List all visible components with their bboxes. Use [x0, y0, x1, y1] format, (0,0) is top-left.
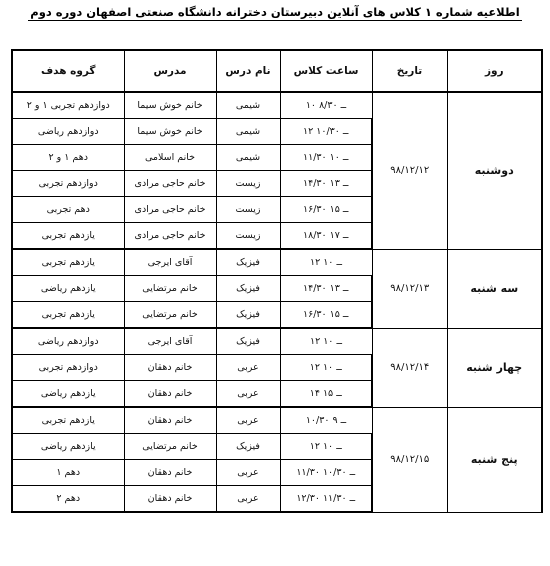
time-cell: ۱۲ ــ ۱۰/۳۰ [280, 119, 372, 145]
day-cell: چهار شنبه [447, 328, 542, 407]
teacher-cell: خانم مرتضایی [124, 302, 216, 329]
table-row [12, 328, 542, 355]
teacher-cell: آقای ایرجی [124, 328, 216, 355]
time-cell: ۱۲ ــ ۱۰ [280, 355, 372, 381]
time-cell: ۱۲ ــ ۱۰ [280, 249, 372, 276]
header-subject: نام درس [216, 50, 280, 92]
teacher-cell: خانم دهقان [124, 486, 216, 513]
schedule-body [12, 92, 542, 512]
time-cell: ۱۲/۳۰ ــ ۱۱/۳۰ [280, 486, 372, 513]
subject-cell: فیزیک [216, 249, 280, 276]
subject-cell: عربی [216, 486, 280, 513]
subject-cell: عربی [216, 381, 280, 408]
group-cell: دوازدهم ریاضی [12, 328, 124, 355]
day-cell: دوشنبه [447, 92, 542, 249]
day-cell: پنج شنبه [447, 407, 542, 512]
subject-cell: فیزیک [216, 302, 280, 329]
group-cell: یازدهم تجربی [12, 407, 124, 434]
subject-cell: زیست [216, 197, 280, 223]
subject-cell: فیزیک [216, 276, 280, 302]
group-cell: یازدهم تجربی [12, 302, 124, 329]
group-cell: دوازدهم تجربی [12, 171, 124, 197]
time-cell: ۱۶/۳۰ ــ ۱۵ [280, 302, 372, 329]
group-cell: دهم ۱ [12, 460, 124, 486]
header-teacher: مدرس [124, 50, 216, 92]
day-cell: سه شنبه [447, 249, 542, 328]
teacher-cell: خانم حاجی مرادی [124, 197, 216, 223]
group-cell: یازدهم ریاضی [12, 434, 124, 460]
teacher-cell: خانم خوش سیما [124, 119, 216, 145]
time-cell: ۱۴/۳۰ ــ ۱۳ [280, 171, 372, 197]
time-cell: ۱۴/۳۰ ــ ۱۳ [280, 276, 372, 302]
teacher-cell: خانم مرتضایی [124, 276, 216, 302]
subject-cell: فیزیک [216, 328, 280, 355]
time-cell: ۱۲ ــ ۱۰ [280, 434, 372, 460]
group-cell: دهم تجربی [12, 197, 124, 223]
teacher-cell: خانم اسلامی [124, 145, 216, 171]
time-cell: ۱۴ ــ ۱۵ [280, 381, 372, 408]
header-group: گروه هدف [12, 50, 124, 92]
page-title-text: اطلاعیه شماره ۱ کلاس های آنلاین دبیرستان دخترانه دانشگاه صنعتی اصفهان دوره دوم [30, 5, 520, 19]
subject-cell: فیزیک [216, 434, 280, 460]
teacher-cell: خانم حاجی مرادی [124, 171, 216, 197]
date-cell: ۹۸/۱۲/۱۴ [372, 328, 447, 407]
teacher-cell: خانم حاجی مرادی [124, 223, 216, 250]
subject-cell: شیمی [216, 119, 280, 145]
teacher-cell: خانم خوش سیما [124, 92, 216, 119]
time-cell: ۱۲ ــ ۱۰ [280, 328, 372, 355]
teacher-cell: خانم دهقان [124, 381, 216, 408]
group-cell: یازدهم ریاضی [12, 276, 124, 302]
table-row [12, 407, 542, 434]
header-date: تاریخ [372, 50, 447, 92]
table-row [12, 92, 542, 119]
group-cell: یازدهم تجربی [12, 249, 124, 276]
page-title [0, 5, 550, 19]
teacher-cell: خانم دهقان [124, 460, 216, 486]
date-cell: ۹۸/۱۲/۱۳ [372, 249, 447, 328]
time-cell: ۱۰ ــ ۸/۳۰ [280, 92, 372, 119]
group-cell: دهم ۱ و ۲ [12, 145, 124, 171]
schedule-header [12, 50, 542, 92]
teacher-cell: آقای ایرجی [124, 249, 216, 276]
subject-cell: زیست [216, 223, 280, 250]
date-cell: ۹۸/۱۲/۱۲ [372, 92, 447, 249]
time-cell: ۱۶/۳۰ ــ ۱۵ [280, 197, 372, 223]
group-cell: دوازدهم ریاضی [12, 119, 124, 145]
time-cell: ۱۱/۳۰ ــ ۱۰ [280, 145, 372, 171]
header-time: ساعت کلاس [280, 50, 372, 92]
subject-cell: شیمی [216, 92, 280, 119]
group-cell: یازدهم تجربی [12, 223, 124, 250]
group-cell: دوازدهم تجربی ۱ و ۲ [12, 92, 124, 119]
subject-cell: عربی [216, 460, 280, 486]
header-row [12, 50, 542, 92]
date-cell: ۹۸/۱۲/۱۵ [372, 407, 447, 512]
group-cell: دوازدهم تجربی [12, 355, 124, 381]
time-cell: ۱۰/۳۰ ــ ۹ [280, 407, 372, 434]
table-row [12, 249, 542, 276]
subject-cell: عربی [216, 355, 280, 381]
time-cell: ۱۱/۳۰ ــ ۱۰/۳۰ [280, 460, 372, 486]
subject-cell: زیست [216, 171, 280, 197]
time-cell: ۱۸/۳۰ ــ ۱۷ [280, 223, 372, 250]
teacher-cell: خانم دهقان [124, 355, 216, 381]
schedule-table [11, 49, 543, 513]
subject-cell: شیمی [216, 145, 280, 171]
group-cell: یازدهم ریاضی [12, 381, 124, 408]
header-day: روز [447, 50, 542, 92]
teacher-cell: خانم دهقان [124, 407, 216, 434]
subject-cell: عربی [216, 407, 280, 434]
group-cell: دهم ۲ [12, 486, 124, 513]
teacher-cell: خانم مرتضایی [124, 434, 216, 460]
